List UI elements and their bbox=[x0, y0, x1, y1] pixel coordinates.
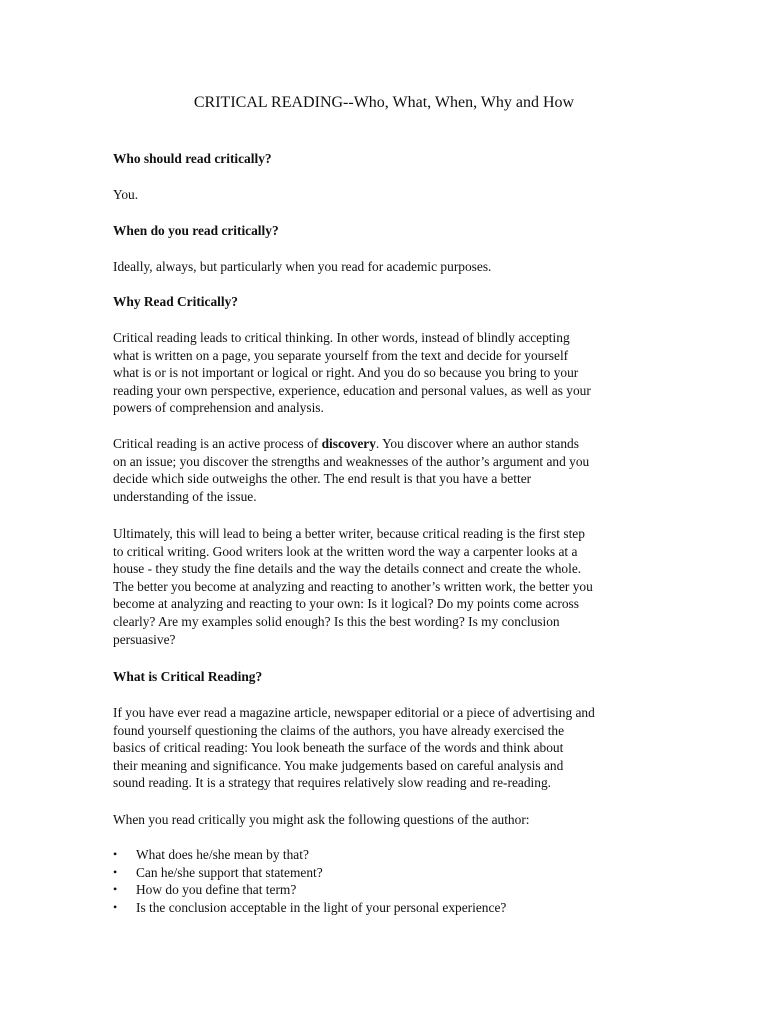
answer-when: Ideally, always, but particularly when you read for academic purposes. bbox=[113, 259, 492, 274]
list-item bbox=[113, 864, 668, 882]
text-line: become at analyzing and reacting to your own: Is it logical? Do my points come across bbox=[113, 596, 579, 612]
text-line: clearly? Are my examples solid enough? Is this the best wording? Is my conclusion bbox=[113, 613, 560, 629]
text-line bbox=[113, 435, 668, 453]
emphasis-discovery: discovery bbox=[321, 436, 376, 451]
list-item-text: Can he/she support that statement? bbox=[136, 864, 323, 880]
paragraph-why-3 bbox=[113, 525, 668, 648]
text-line: what is written on a page, you separate yourself from the text and decide for yourself bbox=[113, 347, 569, 363]
answer-who: You. bbox=[113, 187, 139, 202]
bullet-icon: • bbox=[113, 882, 118, 897]
text-line: If you have ever read a magazine article, newspaper editorial or a piece of advertising and bbox=[113, 705, 595, 720]
bullet-icon: • bbox=[113, 847, 118, 861]
text-line: house - they study the fine details and the way the details connect and create the whole. bbox=[113, 561, 582, 577]
list-item bbox=[113, 899, 668, 917]
bullet-icon: • bbox=[113, 899, 118, 914]
paragraph-what-1 bbox=[113, 704, 668, 792]
text-line: sound reading. It is a strategy that requires relatively slow reading and re-reading. bbox=[113, 775, 552, 791]
bullet-icon: • bbox=[113, 864, 118, 879]
list-item-text: Is the conclusion acceptable in the light of your personal experience? bbox=[136, 899, 507, 915]
list-item bbox=[113, 846, 668, 864]
text-line: to critical writing. Good writers look at the written word the way a carpenter looks at a bbox=[113, 543, 578, 559]
heading-when: When do you read critically? bbox=[113, 223, 279, 238]
list-item bbox=[113, 881, 668, 899]
text-line: their meaning and significance. You make judgements based on careful analysis and bbox=[113, 757, 564, 773]
text-line: understanding of the issue. bbox=[113, 488, 257, 504]
text-line: basics of critical reading: You look beneath the surface of the words and think about bbox=[113, 740, 564, 756]
list-item-text: How do you define that term? bbox=[136, 882, 297, 898]
paragraph-why-2 bbox=[113, 435, 668, 505]
text-line: decide which side outweighs the other. The end result is that you have a better bbox=[113, 471, 532, 487]
heading-what: What is Critical Reading? bbox=[113, 669, 263, 684]
question-list bbox=[113, 846, 668, 916]
heading-who: Who should read critically? bbox=[113, 151, 272, 166]
heading-why: Why Read Critically? bbox=[113, 294, 238, 309]
paragraph-why-1 bbox=[113, 329, 668, 417]
text-line: what is or is not important or logical or right. And you do so because you bring to your bbox=[113, 365, 579, 381]
text-line: reading your own perspective, experience, education and personal values, as well as your bbox=[113, 382, 591, 398]
document-title: CRITICAL READING--Who, What, When, Why and How bbox=[193, 94, 575, 111]
text-span: Critical reading is an active process of bbox=[113, 436, 322, 451]
text-span: . You discover where an author stands bbox=[375, 436, 579, 451]
list-item-text: What does he/she mean by that? bbox=[136, 847, 309, 862]
text-line: on an issue; you discover the strengths and weaknesses of the author’s argument and you bbox=[113, 453, 590, 469]
text-line: found yourself questioning the claims of the authors, you have already exercised the bbox=[113, 722, 565, 738]
text-line: The better you become at analyzing and reacting to another’s written work, the better you bbox=[113, 578, 593, 594]
text-line: powers of comprehension and analysis. bbox=[113, 400, 324, 416]
text-line: persuasive? bbox=[113, 631, 176, 647]
text-line: Ultimately, this will lead to being a better writer, because critical reading is the first step bbox=[113, 526, 585, 541]
text-line: Critical reading leads to critical thinking. In other words, instead of blindly accepting bbox=[113, 330, 570, 345]
paragraph-questions-intro: When you read critically you might ask the following questions of the author: bbox=[113, 812, 530, 827]
